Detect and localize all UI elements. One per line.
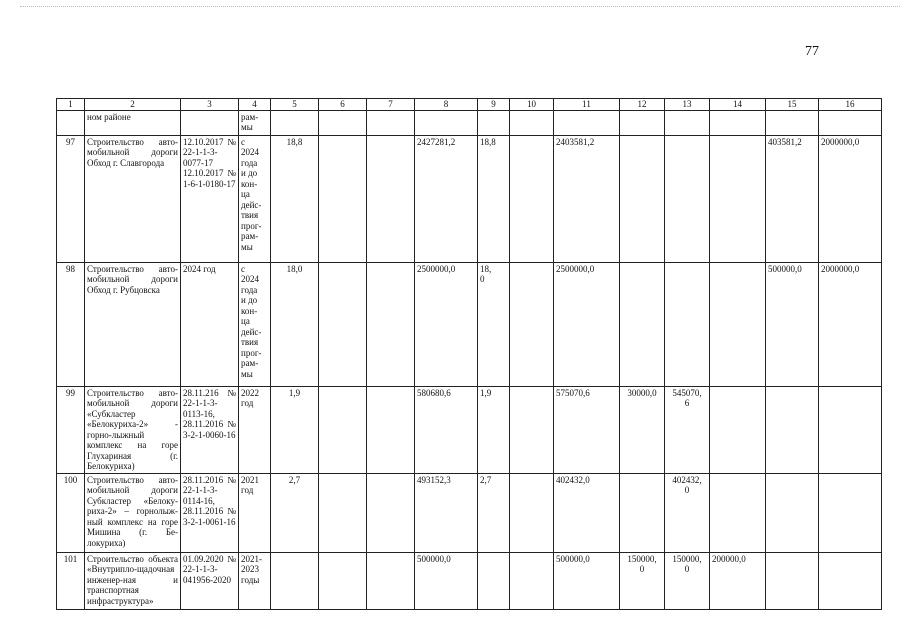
funding-cell: 2000000,0	[819, 262, 882, 386]
period-cell: 2021 год	[239, 473, 271, 552]
total-cost-cell: 580680,6	[415, 386, 478, 473]
column-header: 5	[271, 99, 319, 111]
column-header: 8	[415, 99, 478, 111]
table-cell	[319, 473, 367, 552]
table-cell	[478, 110, 510, 135]
funding-cell: 2000000,0	[819, 135, 882, 262]
year-funding-cell	[710, 262, 766, 386]
period-cell: с 2024 года и до кон- ца дейс- твия прог- рам- мы	[239, 135, 271, 262]
funding-cell	[819, 473, 882, 552]
table-row	[57, 552, 882, 609]
table-cell	[319, 135, 367, 262]
table-cell	[510, 262, 554, 386]
year-funding-cell: 150000, 0	[620, 552, 665, 609]
column-header: 7	[367, 99, 415, 111]
object-name-cell: Строительство авто-мобильной дороги Субкластер «Белоку-риха-2» – горнолыж-ный комплекс на горе Мишина (г. Бе-локуриха)	[85, 473, 181, 552]
length-cell	[271, 552, 319, 609]
table-cell	[367, 135, 415, 262]
funding-cell	[819, 386, 882, 473]
document-cell: 28.11.216 № 22-1-1-3-0113-16, 28.11.2016 № 3-2-1-0060-16	[181, 386, 239, 473]
table-cell	[510, 473, 554, 552]
length-cell: 2,7	[478, 473, 510, 552]
column-header: 3	[181, 99, 239, 111]
table-cell	[510, 110, 554, 135]
table-cell	[319, 552, 367, 609]
object-name-cell: Строительство авто-мобильной дороги Обход г. Славгорода	[85, 135, 181, 262]
table-cell	[665, 110, 710, 135]
document-cell: 12.10.2017 № 22-1-1-3-0077-17 12.10.2017 № 1-6-1-0180-17	[181, 135, 239, 262]
length-cell	[478, 552, 510, 609]
year-funding-cell	[710, 135, 766, 262]
funding-cell: 403581,2	[766, 135, 819, 262]
column-header: 12	[620, 99, 665, 111]
table-row	[57, 473, 882, 552]
table-cell	[319, 110, 367, 135]
funding-cell: 402432,0	[554, 473, 620, 552]
funding-cell	[819, 552, 882, 609]
year-funding-cell	[710, 473, 766, 552]
year-funding-cell: 402432, 0	[665, 473, 710, 552]
document-cell: 2024 год	[181, 262, 239, 386]
total-cost-cell: 500000,0	[415, 552, 478, 609]
object-name-cell: Строительство авто-мобильной дороги «Субкластер «Белокуриха-2» - горно-лыжный комплекс на горе Глухариная (г. Белокуриха)	[85, 386, 181, 473]
year-funding-cell	[710, 386, 766, 473]
row-number-cell: 97	[57, 135, 85, 262]
table-row	[57, 135, 882, 262]
table-cell	[554, 110, 620, 135]
object-name-cell: Строительство объекта «Внутрипло-щадочная инженер-ная и транспортная инфраструктура»	[85, 552, 181, 609]
document-cell: 01.09.2020 № 22-1-1-3-041956-2020	[181, 552, 239, 609]
table-cell	[367, 552, 415, 609]
table-cell	[710, 110, 766, 135]
column-header: 1	[57, 99, 85, 111]
column-header: 14	[710, 99, 766, 111]
year-funding-cell: 200000,0	[710, 552, 766, 609]
column-header: 2	[85, 99, 181, 111]
table-row	[57, 386, 882, 473]
length-cell: 2,7	[271, 473, 319, 552]
table-cell	[510, 386, 554, 473]
column-header: 6	[319, 99, 367, 111]
funding-cell: 575070,6	[554, 386, 620, 473]
total-cost-cell: 493152,3	[415, 473, 478, 552]
year-funding-cell: 30000,0	[620, 386, 665, 473]
period-cell: 2022 год	[239, 386, 271, 473]
funding-cell: 2500000,0	[554, 262, 620, 386]
total-cost-cell: 2427281,2	[415, 135, 478, 262]
period-cell: с 2024 года и до кон- ца дейс- твия прог- рам- мы	[239, 262, 271, 386]
table-row	[57, 262, 882, 386]
year-funding-cell	[620, 135, 665, 262]
total-cost-cell: 2500000,0	[415, 262, 478, 386]
funding-cell	[766, 473, 819, 552]
table-cell	[181, 110, 239, 135]
scan-edge-artifact	[20, 6, 900, 7]
column-header: 9	[478, 99, 510, 111]
funding-cell: 2403581,2	[554, 135, 620, 262]
table-cell	[319, 386, 367, 473]
table-cell	[367, 110, 415, 135]
column-header: 13	[665, 99, 710, 111]
continuation-row	[57, 110, 882, 135]
page-number: 77	[805, 44, 819, 59]
column-number-row	[57, 99, 882, 111]
row-number-cell: 99	[57, 386, 85, 473]
table-cell	[620, 110, 665, 135]
year-funding-cell	[620, 262, 665, 386]
document-cell: 28.11.2016 № 22-1-1-3-0114-16, 28.11.2016 № 3-2-1-0061-16	[181, 473, 239, 552]
column-header: 10	[510, 99, 554, 111]
length-cell: 18, 0	[478, 262, 510, 386]
table-cell	[510, 552, 554, 609]
funding-cell	[766, 386, 819, 473]
length-cell: 18,8	[271, 135, 319, 262]
funding-cell: 500000,0	[766, 262, 819, 386]
column-header: 11	[554, 99, 620, 111]
object-name-cell: ном районе	[85, 110, 181, 135]
funding-cell: 500000,0	[554, 552, 620, 609]
year-funding-cell: 545070, 6	[665, 386, 710, 473]
column-header: 4	[239, 99, 271, 111]
table-cell	[271, 110, 319, 135]
year-funding-cell	[620, 473, 665, 552]
table-cell	[367, 262, 415, 386]
program-objects-table	[56, 98, 882, 610]
table-cell	[510, 135, 554, 262]
year-funding-cell	[665, 262, 710, 386]
year-funding-cell: 150000, 0	[665, 552, 710, 609]
object-name-cell: Строительство авто-мобильной дороги Обход г. Рубцовска	[85, 262, 181, 386]
length-cell: 1,9	[478, 386, 510, 473]
column-header: 15	[766, 99, 819, 111]
year-funding-cell	[665, 135, 710, 262]
row-number-cell: 98	[57, 262, 85, 386]
length-cell: 18,8	[478, 135, 510, 262]
table-cell	[367, 473, 415, 552]
period-cell: 2021- 2023 годы	[239, 552, 271, 609]
period-cell: рам- мы	[239, 110, 271, 135]
table-cell	[415, 110, 478, 135]
funding-cell	[766, 552, 819, 609]
table-cell	[766, 110, 819, 135]
table-cell	[319, 262, 367, 386]
length-cell: 1,9	[271, 386, 319, 473]
table-cell	[57, 110, 85, 135]
table-cell	[367, 386, 415, 473]
length-cell: 18,0	[271, 262, 319, 386]
table-cell	[819, 110, 882, 135]
row-number-cell: 101	[57, 552, 85, 609]
column-header: 16	[819, 99, 882, 111]
row-number-cell: 100	[57, 473, 85, 552]
